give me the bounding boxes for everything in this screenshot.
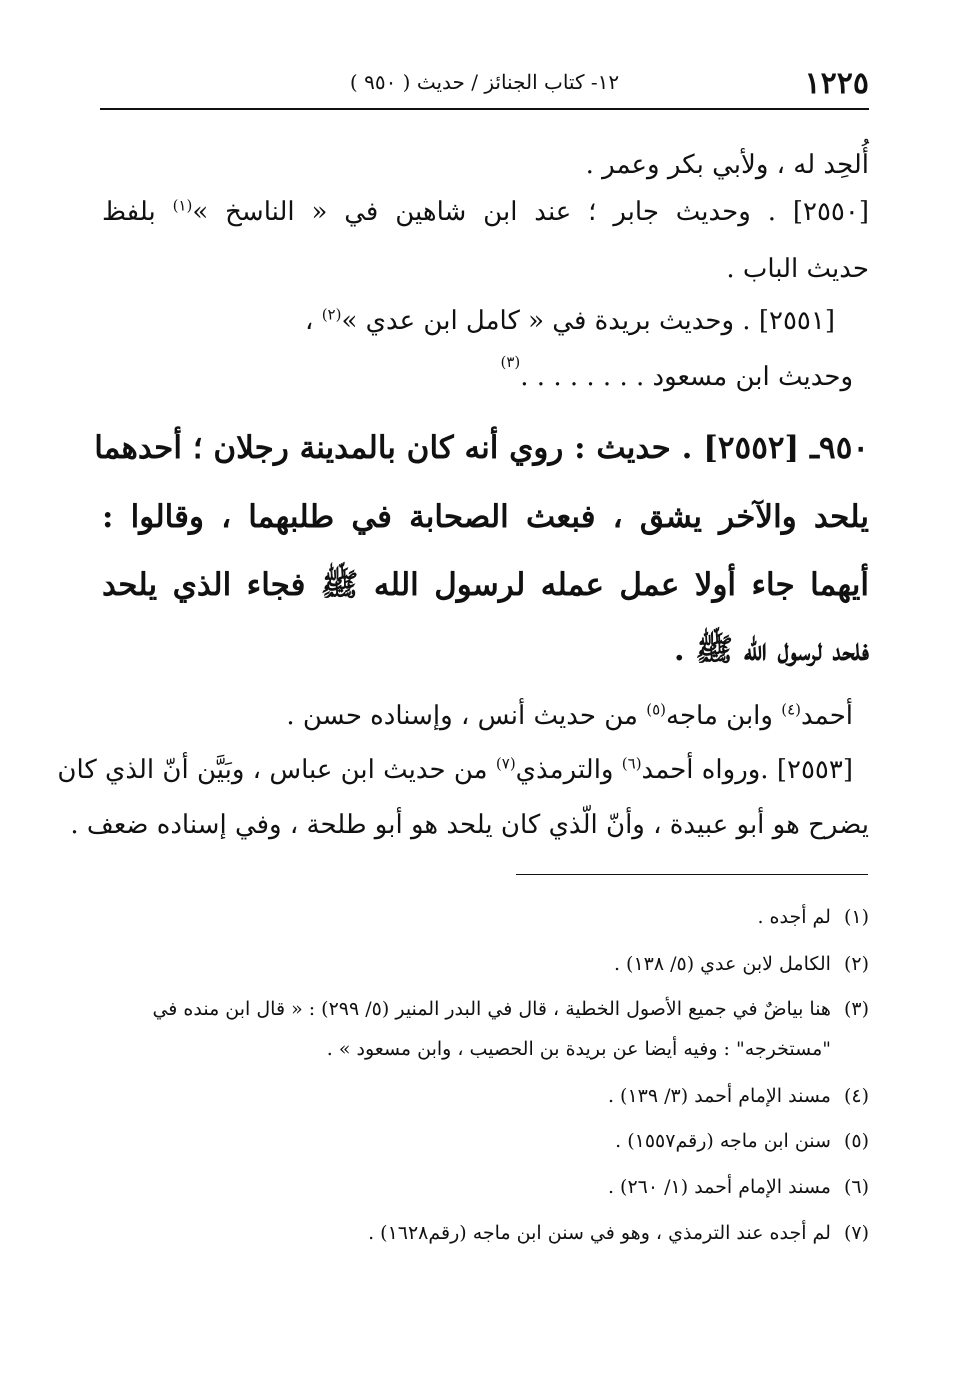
footnote-number: (٢)	[843, 953, 869, 975]
footnote-number: (١)	[843, 906, 869, 928]
footnote-number: (٦)	[843, 1176, 869, 1198]
hadith-text: أيهما جاء أولا عمل عمله لرسول الله ﷺ فجاء الذي يلحد	[102, 567, 869, 603]
page-number: ١٢٢٥	[804, 66, 869, 101]
footnote-number: (٥)	[843, 1130, 869, 1152]
footnote-continuation: "مستخرجه" : وفيه أيضا عن بريدة بن الحصيب ، وابن مسعود » .	[326, 1038, 831, 1060]
hadith-text: فلحد لرسول الله ﷺ .	[673, 632, 869, 668]
text-line: أُلحِد له ، ولأبي بكر وعمر .	[585, 150, 869, 180]
footnote-number: (٣)	[843, 998, 869, 1020]
footnote-number: (٤)	[843, 1085, 869, 1107]
footnote-ref: (٧)	[495, 754, 516, 773]
text-line: يضرح هو أبو عبيدة ، وأنّ الّذي كان يلحد هو أبو طلحة ، وفي إسناده ضعف .	[70, 810, 869, 840]
footnote-rule	[516, 874, 868, 875]
footnote: (٢) الكامل لابن عدي (٥/ ١٣٨) .	[613, 953, 869, 975]
footnote-ref: (٤)	[781, 700, 802, 719]
footnote-number: (٧)	[843, 1222, 869, 1244]
header-rule	[100, 108, 869, 110]
footnote: (٤) مسند الإمام أحمد (٣/ ١٣٩) .	[607, 1085, 869, 1107]
hadith-heading: ٩٥٠ـ [٢٥٥٢] . حديث : روي أنه كان بالمدينة رجلان ؛ أحدهما	[94, 430, 869, 466]
text-line: [٢٥٥٠] . وحديث جابر ؛ عند ابن شاهين في « الناسخ »$^{(١)}$ بلفظ	[102, 196, 869, 227]
running-head: ١٢- كتاب الجنائز / حديث ( ٩٥٠ )	[349, 70, 620, 94]
text-line: [٢٥٥٣] .ورواه أحمد$^{(٦)}$ والترمذي$^{(٧)}$ من حديث ابن عباس ، وبَيَّن أنّ الذي كان	[57, 754, 853, 785]
footnote: (٦) مسند الإمام أحمد (١/ ٢٦٠) .	[607, 1176, 869, 1198]
text-line: وحديث ابن مسعود . . . . . . . .$^{(٣)}$	[500, 353, 853, 392]
footnote: (٣) هنا بياضٌ في جميع الأصول الخطية ، قال في البدر المنير (٥/ ٢٩٩) : « قال ابن منده في	[152, 998, 869, 1020]
text-line: حديث الباب .	[726, 254, 869, 284]
footnote-ref: (٢)	[321, 305, 342, 324]
footnote-ref: (١)	[172, 196, 193, 215]
footnote-ref: (٣)	[500, 353, 521, 372]
footnote: (٧) لم أجده عند الترمذي ، وهو في سنن ابن ماجه (رقم١٦٢٨) .	[368, 1222, 869, 1244]
footnote-ref: (٦)	[621, 754, 642, 773]
page-header	[100, 64, 869, 104]
text-line: أحمد$^{(٤)}$ وابن ماجه$^{(٥)}$ من حديث أنس ، وإسناده حسن .	[286, 700, 853, 731]
footnote: (٥) سنن ابن ماجه (رقم١٥٥٧) .	[615, 1130, 869, 1152]
footnote-ref: (٥)	[646, 700, 667, 719]
text-line: [٢٥٥١] . وحديث بريدة في « كامل ابن عدي »$^{(٢)}$ ،	[305, 305, 835, 336]
hadith-text: يلحد والآخر يشق ، فبعث الصحابة في طلبهما ، وقالوا :	[102, 499, 869, 535]
footnote: (١) لم أجده .	[757, 906, 869, 928]
